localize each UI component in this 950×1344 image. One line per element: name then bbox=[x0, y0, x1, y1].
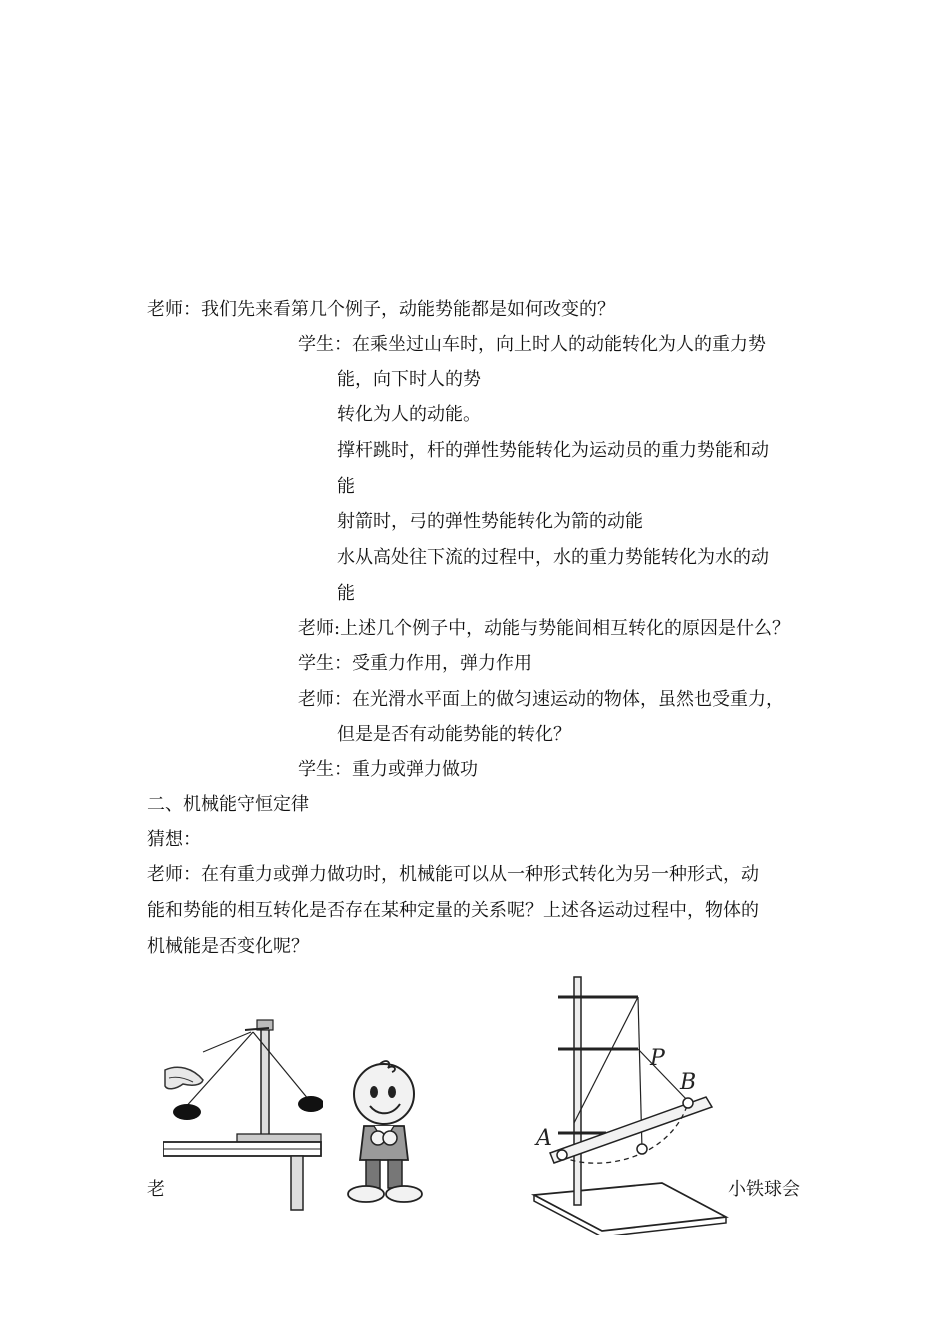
teacher-line-2: 老师:上述几个例子中，动能与势能间相互转化的原因是什么？ bbox=[298, 618, 791, 639]
guess-label: 猜想： bbox=[147, 829, 201, 850]
pendulum-frame-apparatus bbox=[530, 973, 730, 1235]
teacher-line-1: 老师：我们先来看第几个例子，动能势能都是如何改变的？ bbox=[147, 299, 615, 320]
teacher-line-3-cont: 但是是否有动能势能的转化？ bbox=[337, 724, 571, 745]
teacher-line-4: 老师：在有重力或弹力做功时，机械能可以从一种形式转化为另一种形式，动 bbox=[147, 864, 759, 885]
student-line-1-cont: 能，向下时人的势 bbox=[337, 369, 481, 390]
label-a: A bbox=[536, 1126, 552, 1151]
teacher-line-4-cont: 能和势能的相互转化是否存在某种定量的关系呢？上述各运动过程中，物体的 bbox=[147, 900, 759, 921]
student-example-water: 水从高处往下流的过程中，水的重力势能转化为水的动 bbox=[337, 547, 769, 568]
student-example-pole-vault: 撑杆跳时，杆的弹性势能转化为运动员的重力势能和动 bbox=[337, 440, 769, 461]
cartoon-boy-illustration bbox=[342, 1058, 432, 1208]
section-heading: 二、机械能守恒定律 bbox=[147, 794, 309, 815]
label-b: B bbox=[680, 1070, 697, 1095]
teacher-line-4-cont2: 机械能是否变化呢？ bbox=[147, 936, 309, 957]
student-line-1-cont2: 转化为人的动能。 bbox=[337, 404, 481, 425]
student-line-3: 学生：重力或弹力做功 bbox=[298, 759, 478, 780]
bottom-left-char: 老 bbox=[147, 1179, 165, 1200]
student-example-pole-vault-cont: 能 bbox=[337, 476, 355, 497]
teacher-line-3: 老师：在光滑水平面上的做匀速运动的物体，虽然也受重力， bbox=[298, 689, 784, 710]
student-line-1: 学生：在乘坐过山车时，向上时人的动能转化为人的重力势 bbox=[298, 334, 766, 355]
student-example-archery: 射箭时，弓的弹性势能转化为箭的动能 bbox=[337, 511, 643, 532]
pendulum-stand-illustration bbox=[163, 1012, 323, 1212]
student-example-water-cont: 能 bbox=[337, 583, 355, 604]
bottom-right-text: 小铁球会 bbox=[728, 1179, 800, 1200]
student-line-2: 学生：受重力作用，弹力作用 bbox=[298, 653, 532, 674]
label-p: P bbox=[650, 1046, 665, 1071]
